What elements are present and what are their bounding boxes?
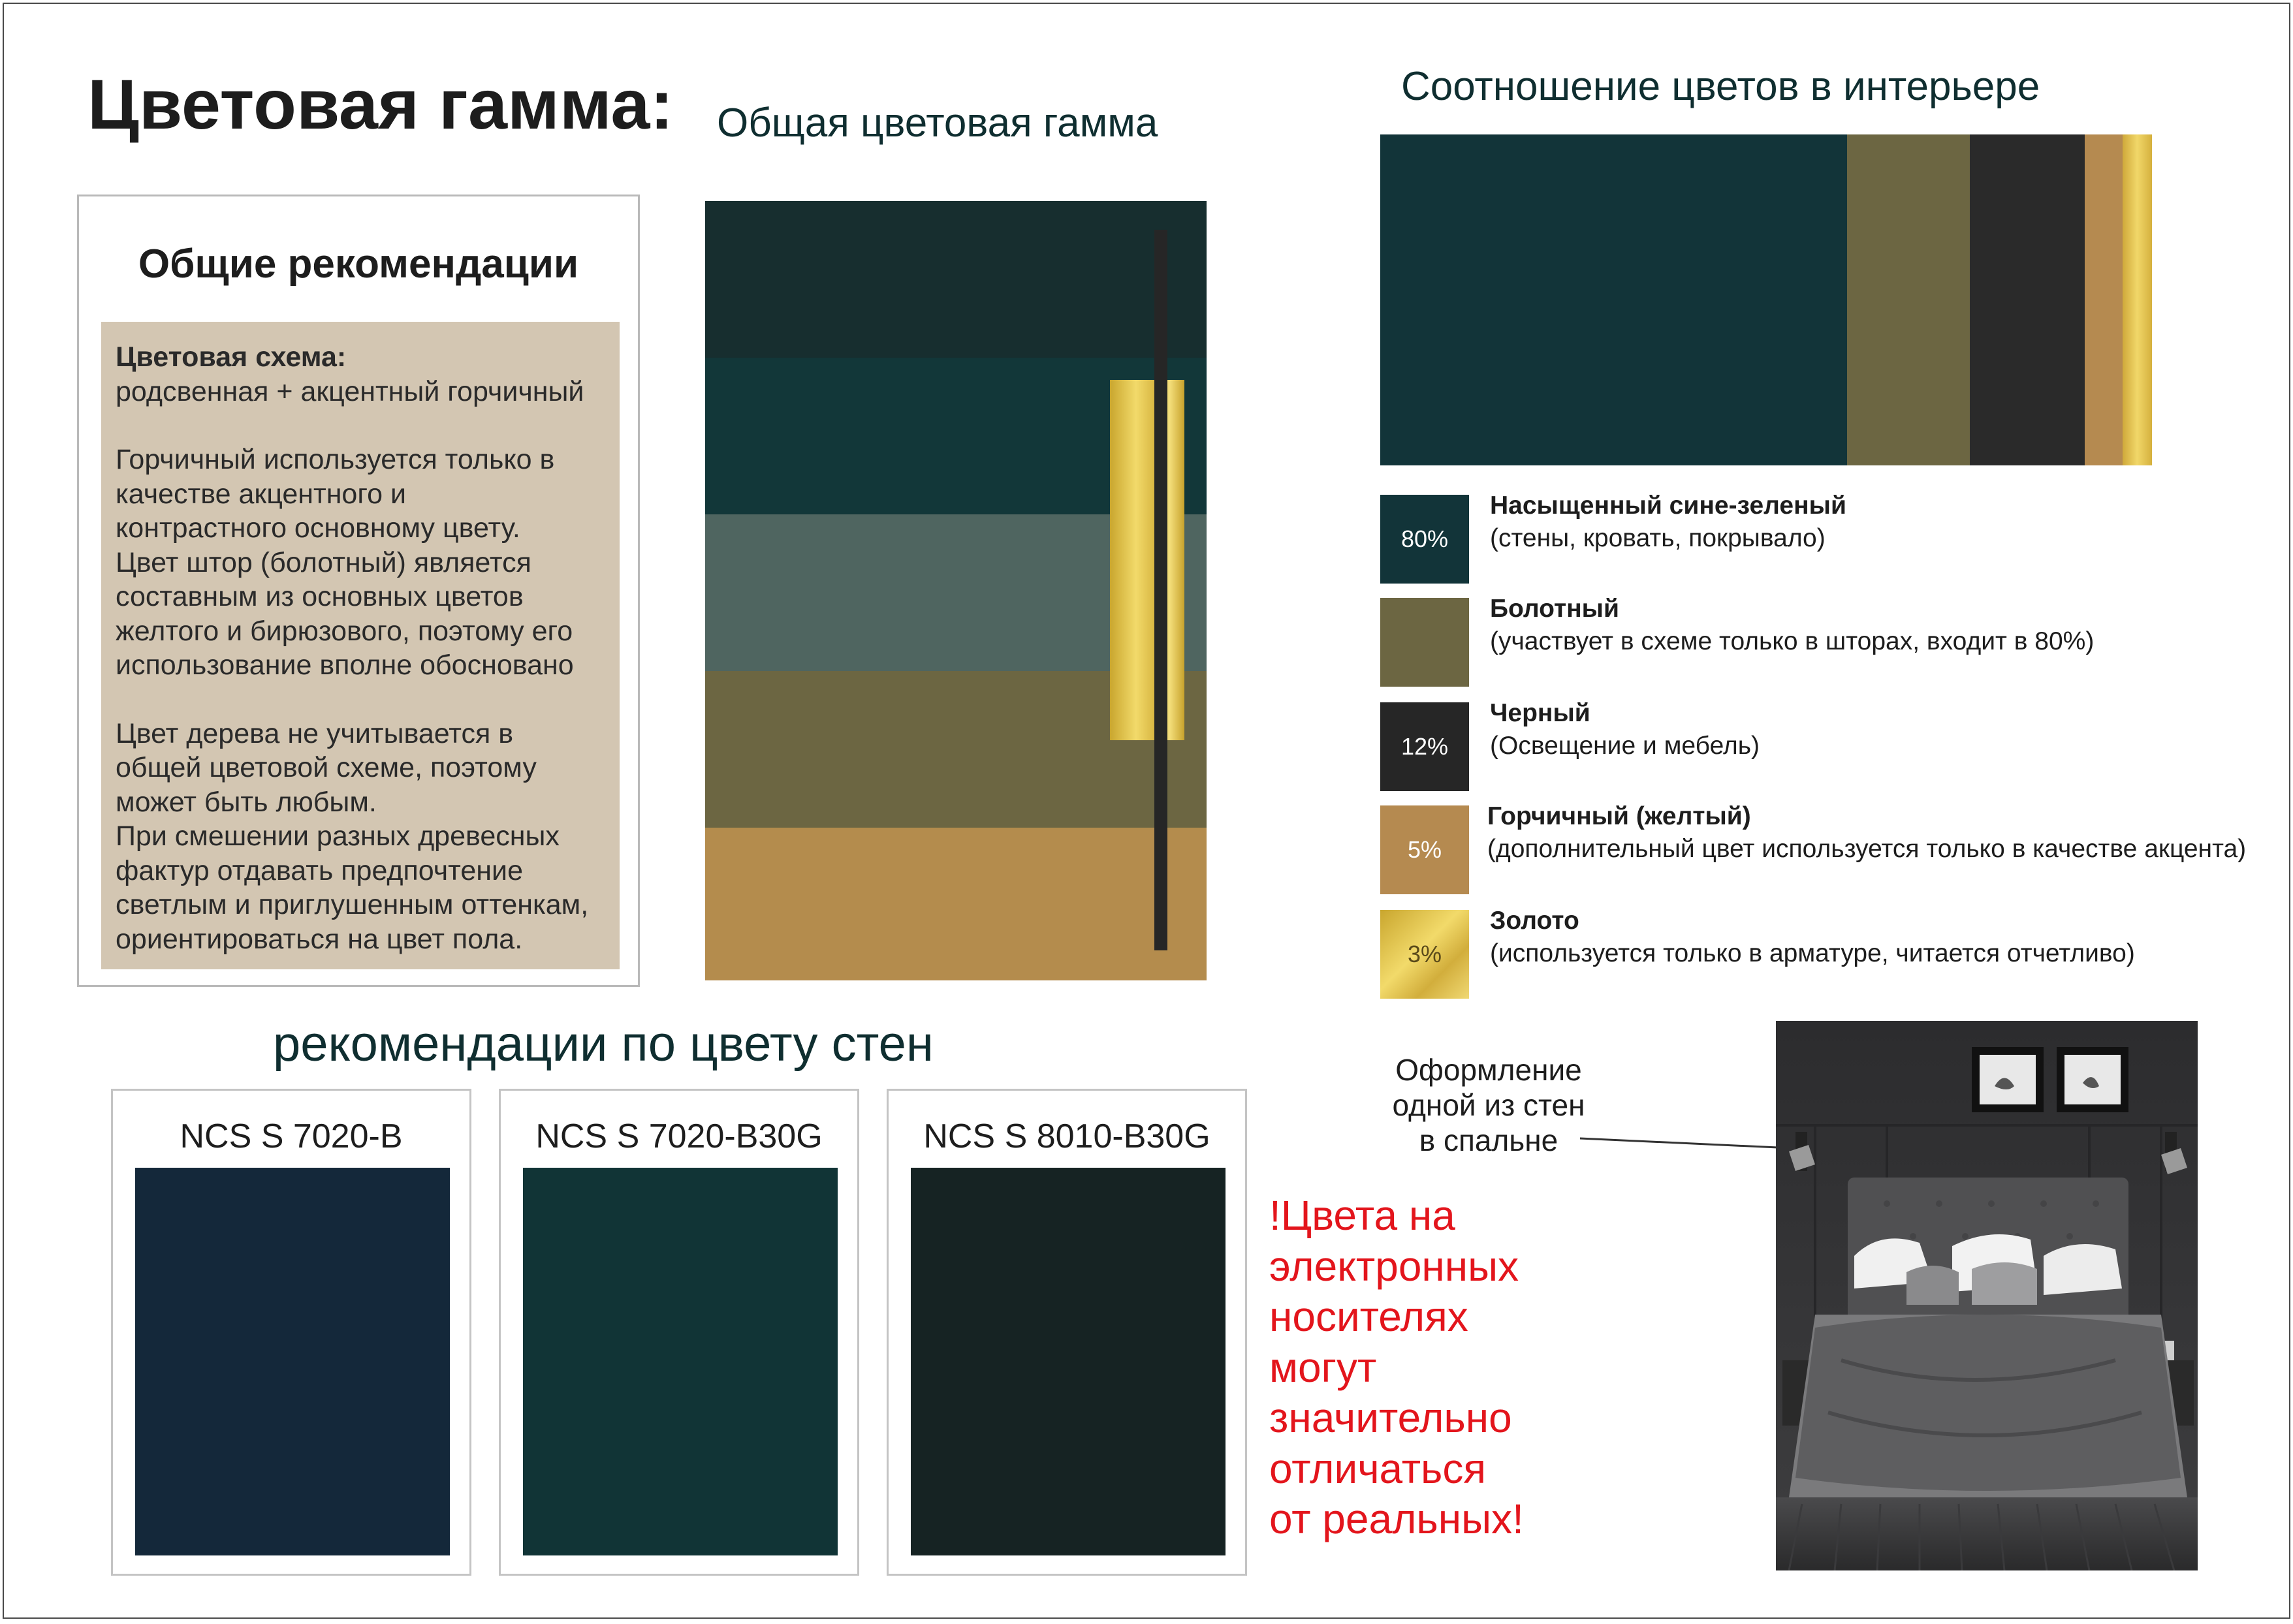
caption-line: в спальне bbox=[1419, 1123, 1558, 1157]
photo-caption bbox=[1374, 1052, 1604, 1158]
color-warning bbox=[1269, 1191, 1524, 1545]
rec-line: использование вполне обосновано bbox=[116, 649, 574, 681]
legend-text bbox=[1490, 697, 1760, 762]
warning-line: !Цвета на bbox=[1269, 1192, 1455, 1239]
rec-line: Цвет дерева не учитывается в bbox=[116, 717, 514, 749]
legend-name: Насыщенный сине-зеленый bbox=[1490, 492, 1846, 520]
ncs-label: NCS S 7020-B30G bbox=[535, 1117, 823, 1155]
legend-percent: 12% bbox=[1400, 733, 1449, 760]
rec-line: светлым и приглушенным оттенкам, bbox=[116, 889, 589, 920]
page bbox=[3, 3, 2290, 1619]
ratio-segment bbox=[1380, 134, 1847, 465]
warning-line: от реальных! bbox=[1269, 1495, 1524, 1542]
legend-desc: (используется только в арматуре, читается отчетливо) bbox=[1490, 939, 2135, 967]
rec-line: качестве акцентного и bbox=[116, 478, 406, 510]
legend-text bbox=[1490, 490, 1846, 555]
ratio-segment bbox=[2085, 134, 2123, 465]
rec-line: При смешении разных древесных bbox=[116, 820, 560, 852]
rec-line: фактур отдавать предпочтение bbox=[116, 854, 523, 886]
legend-swatch bbox=[1380, 495, 1469, 584]
rec-line: ориентироваться на цвет пола. bbox=[116, 923, 523, 955]
legend-text bbox=[1487, 800, 2246, 866]
palette-band bbox=[705, 828, 1207, 980]
ratio-segment bbox=[2123, 134, 2152, 465]
page-title: Цветовая гамма: bbox=[87, 65, 674, 144]
legend-desc: (Освещение и мебель) bbox=[1490, 732, 1760, 760]
palette-band bbox=[705, 201, 1207, 358]
recommendations-body bbox=[101, 322, 620, 969]
bedroom-illustration bbox=[1776, 1021, 2198, 1570]
ncs-swatch bbox=[135, 1168, 450, 1555]
ratio-segment bbox=[1847, 134, 1970, 465]
caption-line: Оформление bbox=[1395, 1053, 1582, 1087]
palette-swatch-stack bbox=[705, 201, 1207, 980]
ratio-heading: Соотношение цветов в интерьере bbox=[1401, 64, 2040, 109]
legend-desc: (дополнительный цвет используется только в качестве акцента) bbox=[1487, 835, 2247, 863]
scheme-value: родсвенная + акцентный горчичный bbox=[116, 375, 584, 407]
legend-name: Черный bbox=[1490, 699, 1590, 727]
ncs-swatch bbox=[523, 1168, 838, 1555]
legend-swatch bbox=[1380, 805, 1469, 894]
legend-text bbox=[1490, 905, 2135, 970]
legend-text bbox=[1490, 593, 2094, 658]
rec-line: общей цветовой схеме, поэтому bbox=[116, 752, 537, 783]
caption-line: одной из стен bbox=[1392, 1088, 1585, 1122]
legend-name: Золото bbox=[1490, 907, 1579, 935]
warning-line: отличаться bbox=[1269, 1444, 1487, 1492]
bedroom-photo bbox=[1776, 1021, 2198, 1570]
legend-swatch bbox=[1380, 598, 1469, 687]
warning-line: значительно bbox=[1269, 1394, 1512, 1441]
palette-heading: Общая цветовая гамма bbox=[717, 101, 1158, 146]
gold-accent-bar bbox=[1110, 380, 1184, 740]
legend-desc: (участвует в схеме только в шторах, входит в 80%) bbox=[1490, 627, 2095, 655]
legend-percent: 80% bbox=[1400, 525, 1449, 552]
legend-name: Горчичный (желтый) bbox=[1487, 802, 1751, 830]
black-accent-line bbox=[1154, 230, 1167, 950]
recommendations-panel bbox=[77, 195, 640, 987]
ncs-swatch bbox=[911, 1168, 1226, 1555]
warning-line: носителях bbox=[1269, 1293, 1468, 1340]
rec-line: желтого и бирюзового, поэтому его bbox=[116, 615, 573, 647]
walls-heading: рекомендации по цвету стен bbox=[273, 1016, 934, 1072]
ratio-segment bbox=[1970, 134, 2084, 465]
scheme-label: Цветовая схема: bbox=[116, 341, 347, 373]
rec-line: составным из основных цветов bbox=[116, 581, 524, 612]
legend-percent: 5% bbox=[1407, 836, 1442, 863]
ncs-card bbox=[111, 1089, 471, 1576]
legend-desc: (стены, кровать, покрывало) bbox=[1490, 524, 1826, 552]
warning-line: могут bbox=[1269, 1343, 1377, 1391]
legend-percent: 3% bbox=[1407, 941, 1442, 967]
ncs-label: NCS S 7020-B bbox=[180, 1117, 403, 1155]
legend-swatch-gold bbox=[1380, 910, 1469, 999]
rec-line: может быть любым. bbox=[116, 786, 377, 818]
ncs-card bbox=[887, 1089, 1247, 1576]
rec-line: Цвет штор (болотный) является bbox=[116, 546, 531, 578]
ncs-label: NCS S 8010-B30G bbox=[923, 1117, 1210, 1155]
warning-line: электронных bbox=[1269, 1242, 1519, 1290]
ratio-bar bbox=[1380, 134, 2152, 465]
rec-line: контрастного основному цвету. bbox=[116, 512, 520, 544]
legend-swatch bbox=[1380, 702, 1469, 791]
ncs-card bbox=[499, 1089, 859, 1576]
recommendations-title: Общие рекомендации bbox=[138, 242, 579, 287]
legend-name: Болотный bbox=[1490, 595, 1619, 623]
rec-line: Горчичный используется только в bbox=[116, 444, 555, 475]
